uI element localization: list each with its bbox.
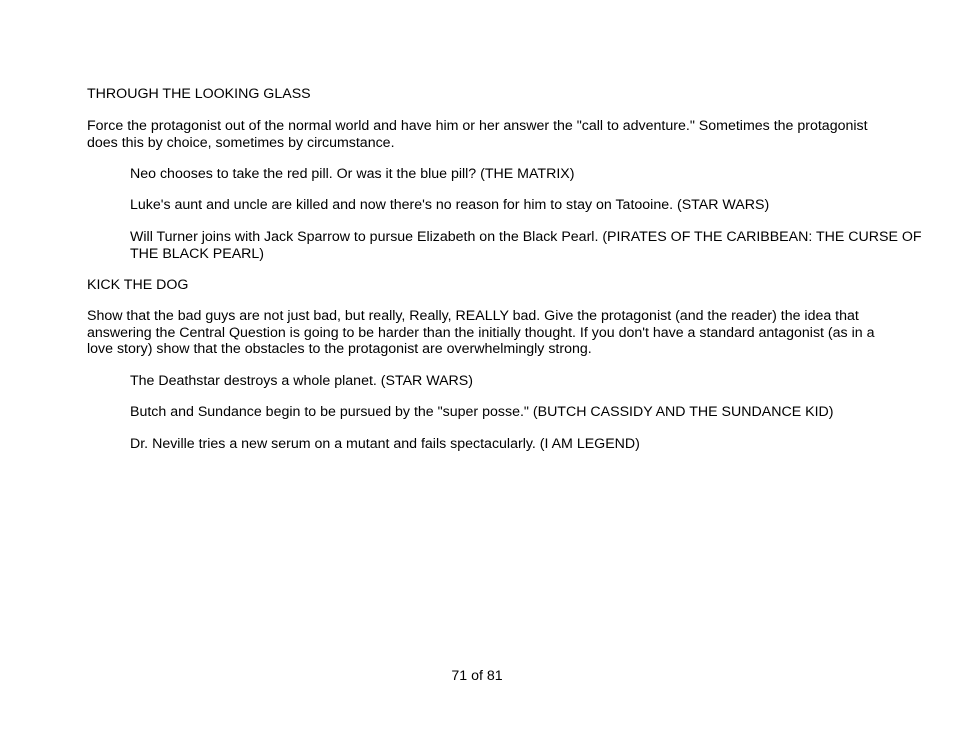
section-heading: KICK THE DOG: [87, 277, 189, 293]
page-number: 71 of 81: [451, 668, 503, 684]
example-item: Will Turner joins with Jack Sparrow to pursue Elizabeth on the Black Pearl. (PIRATES OF THE CARIBBEAN: THE CURSE OF THE BLACK PEARL): [130, 229, 922, 262]
section-body: Force the protagonist out of the normal world and have him or her answer the "call to adventure." Sometimes the protagonist does this by choice, sometimes by circumstance.: [87, 118, 868, 151]
example-item: Butch and Sundance begin to be pursued by the "super posse." (BUTCH CASSIDY AND THE SUNDANCE KID): [130, 404, 834, 420]
example-item: Luke's aunt and uncle are killed and now there's no reason for him to stay on Tatooine. (STAR WARS): [130, 197, 770, 213]
section-body: Show that the bad guys are not just bad, but really, Really, REALLY bad. Give the protagonist (and the reader) the idea that answering the Central Question is going to be harder than the initially thought. If you don't have a standard antagonist (as in a love story) show that the obstacles to the protagonist are overwhelmingly strong.: [87, 308, 875, 357]
example-item: Neo chooses to take the red pill. Or was it the blue pill? (THE MATRIX): [130, 166, 575, 182]
section-heading: THROUGH THE LOOKING GLASS: [87, 86, 311, 102]
example-item: Dr. Neville tries a new serum on a mutant and fails spectacularly. (I AM LEGEND): [130, 436, 640, 452]
example-item: The Deathstar destroys a whole planet. (STAR WARS): [130, 373, 473, 389]
